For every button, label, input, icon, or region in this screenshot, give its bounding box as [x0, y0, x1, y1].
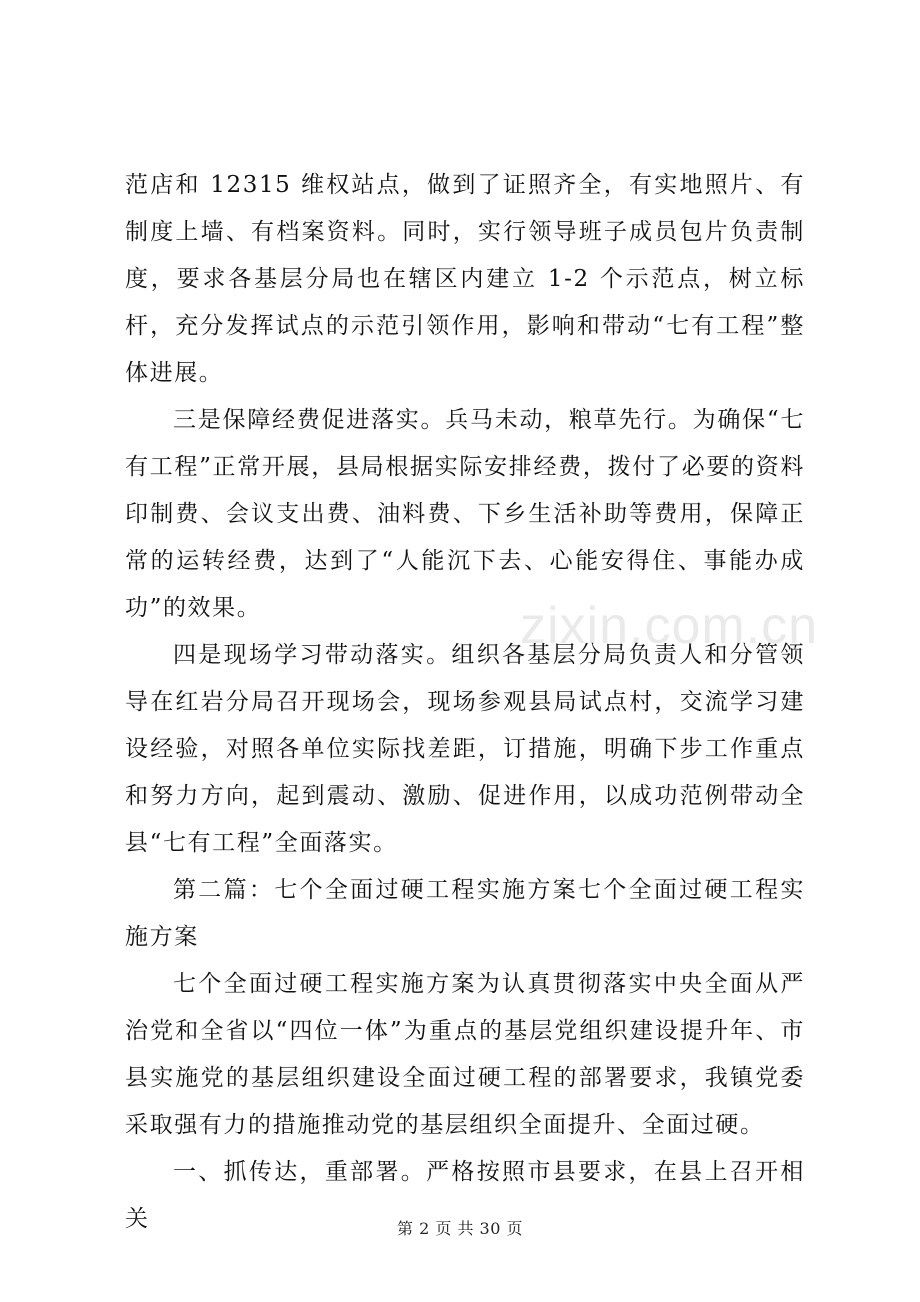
paragraph-6: 一、抓传达，重部署。严格按照市县要求，在县上召开相关	[125, 1159, 805, 1232]
paragraph-5: 七个全面过硬工程实施方案为认真贯彻落实中央全面从严治党和全省以“四位一体”为重点的基层党组织建设提升年、市县实施党的基层组织建设全面过硬工程的部署要求，我镇党委采取强有力的措施推动党的基层组织全面提升、全面过硬。	[125, 971, 805, 1138]
paragraph-2: 三是保障经费促进落实。兵马未动，粮草先行。为确保“七有工程”正常开展，县局根据实际安排经费，拨付了必要的资料印制费、会议支出费、油料费、下乡生活补助等费用，保障正常的运转经费，达到了“人能沉下去、心能安得住、事能办成功”的效果。	[125, 407, 805, 621]
paragraph-1: 范店和 12315 维权站点，做到了证照齐全，有实地照片、有制度上墙、有档案资料。同时，实行领导班子成员包片负责制度，要求各基层分局也在辖区内建立 1-2 个示范点，树立标杆，充分发挥试点的示范引领作用，影响和带动“七有工程”整体进展。	[125, 172, 805, 386]
section-heading: 第二篇：七个全面过硬工程实施方案七个全面过硬工程实施方案	[125, 877, 805, 950]
page-number-footer: 第 2 页 共 30 页	[397, 1219, 523, 1238]
watermark: zixin.com.cn	[520, 597, 819, 655]
paragraph-3: 四是现场学习带动落实。组织各基层分局负责人和分管领导在红岩分局召开现场会，现场参观县局试点村，交流学习建设经验，对照各单位实际找差距，订措施，明确下步工作重点和努力方向，起到震动、激励、促进作用，以成功范例带动全县“七有工程”全面落实。	[125, 642, 805, 856]
document-body	[125, 162, 805, 1243]
